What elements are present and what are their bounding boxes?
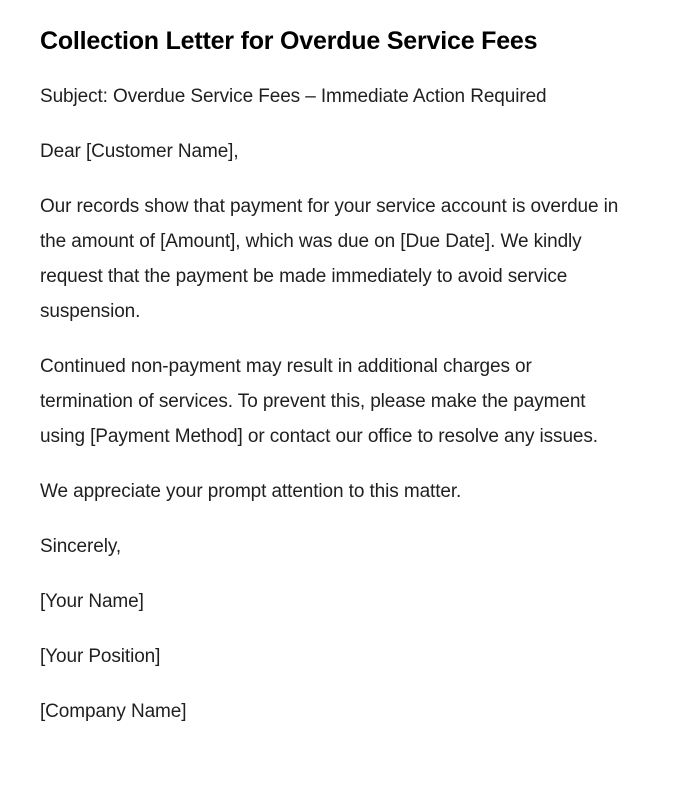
body-paragraph: Continued non-payment may result in additional charges or termination of services. To prevent this, please make the payment using [Payment Method] or contact our office to resolve any issues. xyxy=(40,356,598,447)
signature-line-position: [Your Position] xyxy=(40,646,161,667)
body-paragraph: We appreciate your prompt attention to this matter. xyxy=(40,481,462,502)
subject-line: Subject: Overdue Service Fees – Immediate Action Required xyxy=(40,86,547,107)
body-paragraph: Our records show that payment for your service account is overdue in the amount of [Amount], which was due on [Due Date]. We kindly request that the payment be made immediately to avoid service suspension. xyxy=(40,196,619,322)
salutation: Dear [Customer Name], xyxy=(40,141,239,162)
signature-line-name: [Your Name] xyxy=(40,591,144,612)
signature-line-company: [Company Name] xyxy=(40,701,187,722)
page-title: Collection Letter for Overdue Service Fees xyxy=(40,27,538,55)
closing: Sincerely, xyxy=(40,536,122,557)
